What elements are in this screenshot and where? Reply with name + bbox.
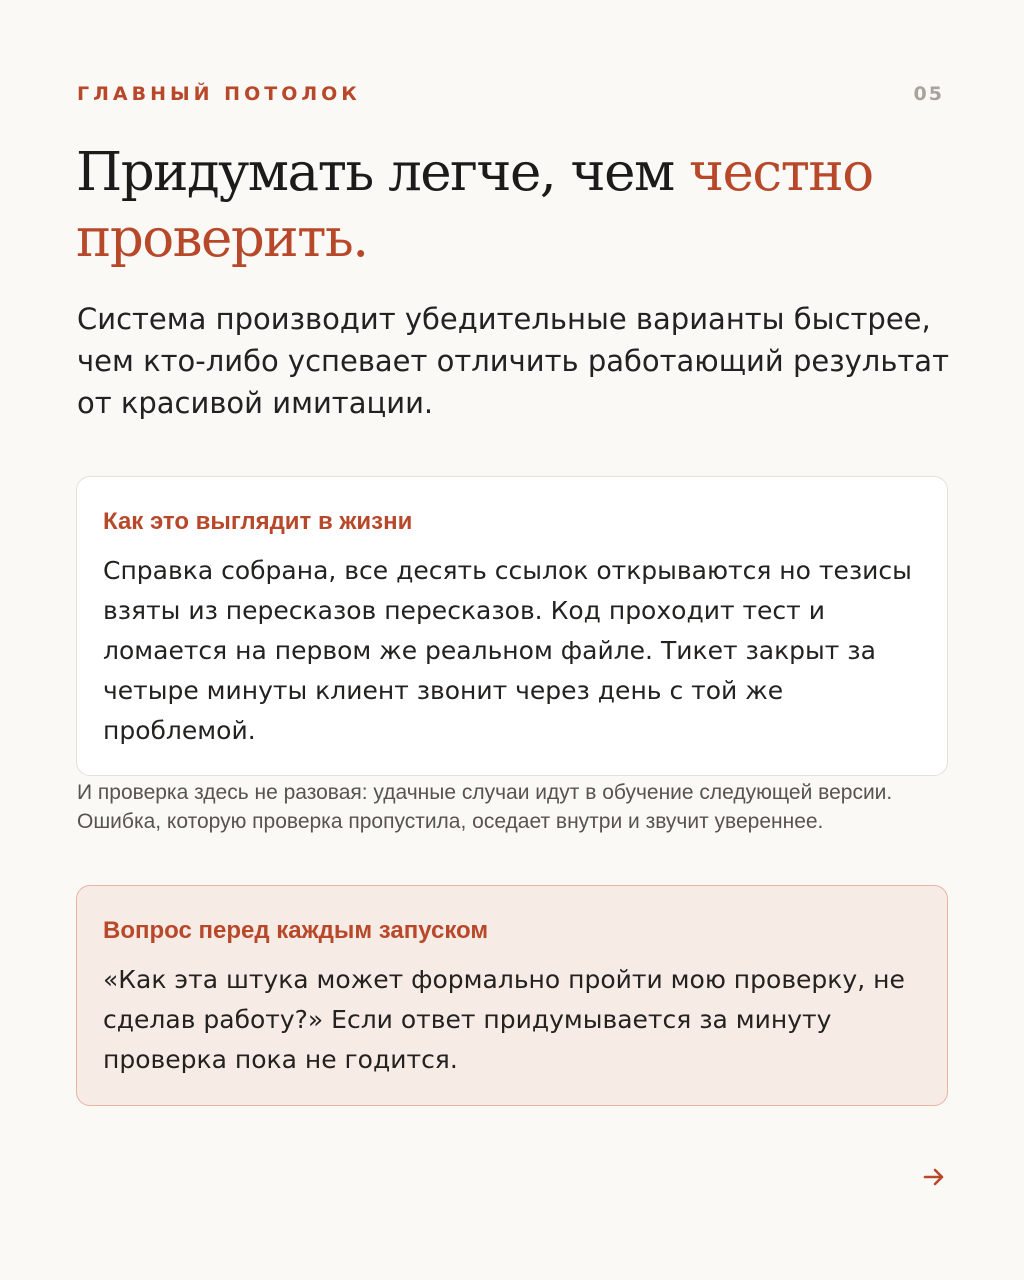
question-card-body: «Как эта штука может формально пройти мою проверку, не сделав работу?» Если ответ придумывается за минуту проверка пока не годится. bbox=[103, 965, 905, 1074]
title-main-text: Придумать легче, чем bbox=[76, 142, 690, 203]
title-accent-text: честно проверить. bbox=[76, 142, 873, 269]
arrow-right-icon[interactable] bbox=[920, 1160, 948, 1194]
lead-paragraph: Система производит убедительные варианты быстрее, чем кто-либо успевает отличить работающий результат от красивой имитации. bbox=[77, 302, 949, 420]
page-number: 05 bbox=[913, 83, 944, 105]
page-title bbox=[76, 140, 956, 272]
example-card bbox=[76, 476, 948, 776]
note-text: И проверка здесь не разовая: удачные случаи идут в обучение следующей версии. Ошибка, которую проверка пропустила, оседает внутри и звучит увереннее. bbox=[77, 781, 893, 833]
question-card bbox=[76, 885, 948, 1106]
section-eyebrow: ГЛАВНЫЙ ПОТОЛОК bbox=[77, 83, 361, 105]
example-card-title: Как это выглядит в жизни bbox=[103, 508, 413, 535]
question-card-title: Вопрос перед каждым запуском bbox=[103, 917, 489, 944]
example-card-body: Справка собрана, все десять ссылок открываются но тезисы взяты из пересказов пересказов. Код проходит тест и ломается на первом же реальном файле. Тикет закрыт за четыре минуты клиент звонит через день с той же проблемой. bbox=[103, 556, 912, 745]
